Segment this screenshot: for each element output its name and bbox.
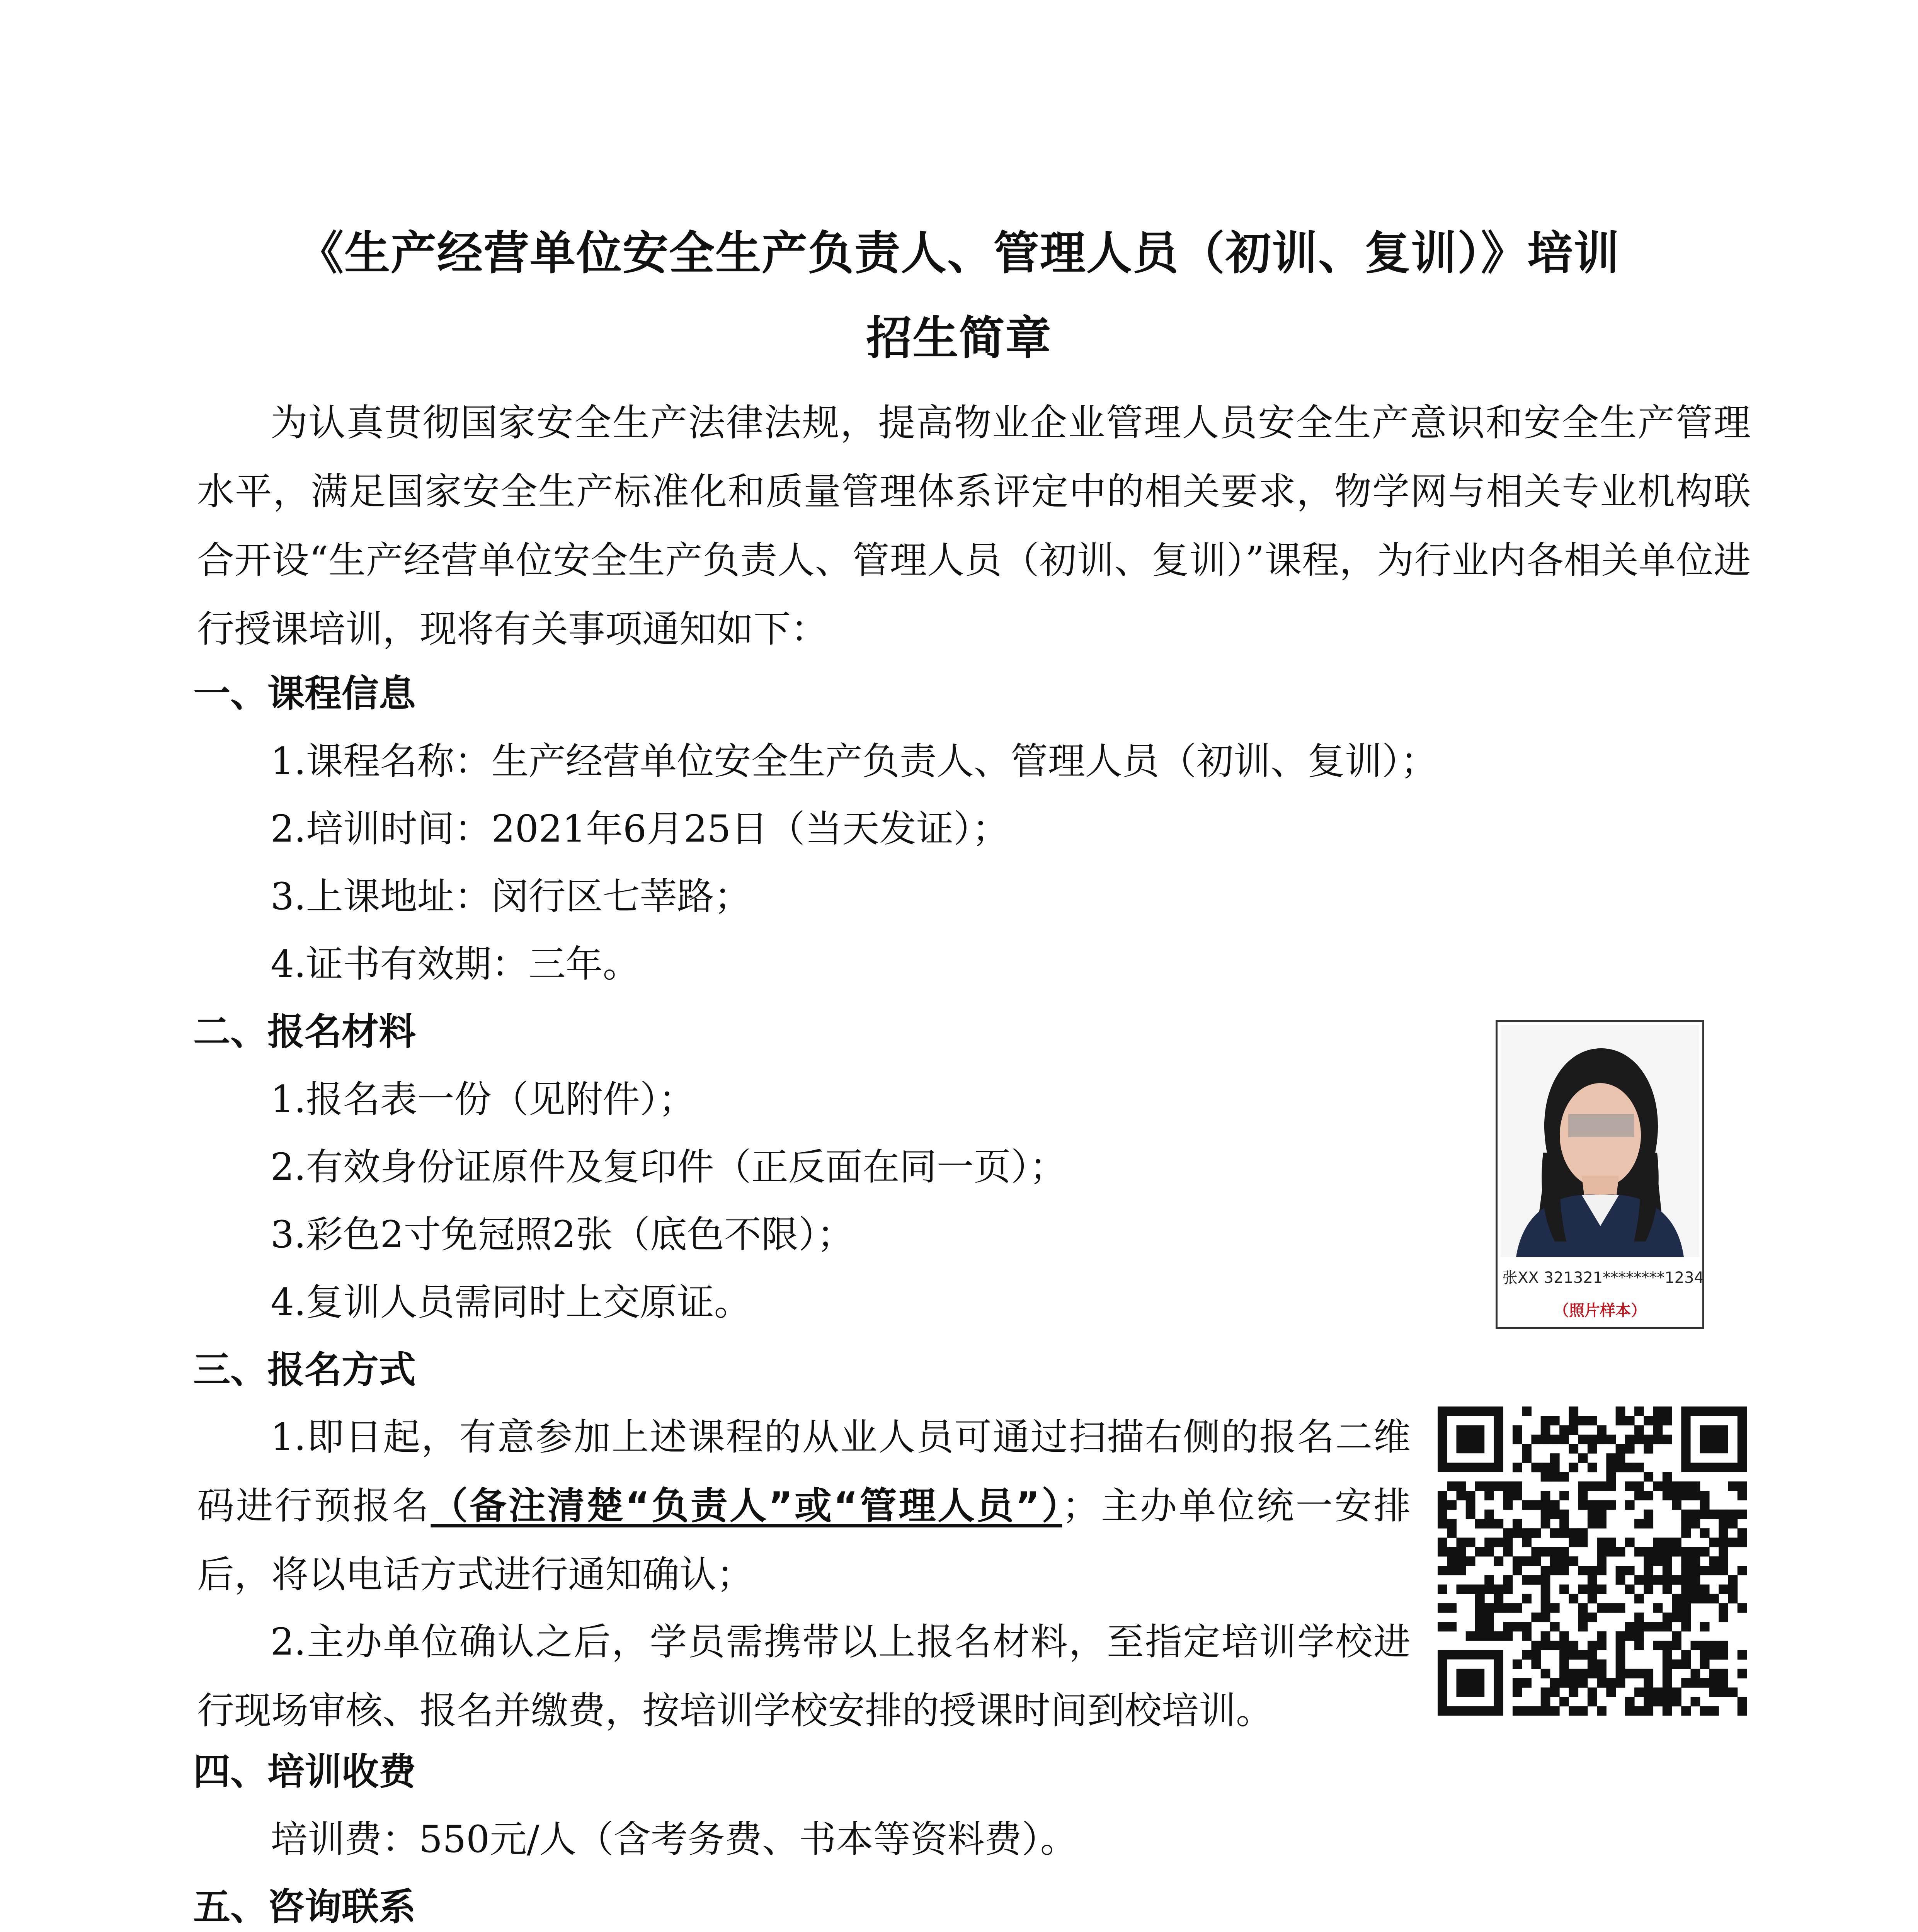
section-heading-fee: 四、培训收费 (193, 1750, 416, 1793)
method-paragraph-2: 2.主办单位确认之后，学员需携带以上报名材料，至指定培训学校进行现场审核、报名并缴费，按培训学校安排的授课时间到校培训。 (197, 1620, 1411, 1732)
section-heading-course: 一、课程信息 (193, 672, 416, 715)
method-note-underlined: （备注清楚“负责人”或“管理人员”） (431, 1484, 1062, 1527)
document-subtitle: 招生简章 (866, 311, 1052, 365)
photo-caption-id: 张XX 321321********1234 (1502, 1269, 1704, 1287)
registration-qr-code[interactable] (1438, 1406, 1747, 1716)
course-item: 4.证书有效期：三年。 (271, 942, 640, 986)
method-text-1: 1.即日起，有意参加上述课程的从业人员可通过扫描右侧的报名二维码进行预报名 (197, 1415, 1411, 1527)
fee-text: 培训费：550元/人（含考务费、书本等资料费）。 (271, 1818, 1077, 1861)
course-item: 2.培训时间：2021年6月25日（当天发证）； (271, 807, 1009, 850)
intro-paragraph: 为认真贯彻国家安全生产法律法规，提高物业企业管理人员安全生产意识和安全生产管理水平，满足国家安全生产标准化和质量管理体系评定中的相关要求，物学网与相关专业机构联合开设“生产经营单位安全生产负责人、管理人员（初训、复训）”课程，为行业内各相关单位进行授课培训，现将有关事项通知如下： (197, 401, 1751, 651)
course-item: 1.课程名称：生产经营单位安全生产负责人、管理人员（初训、复训）； (271, 740, 1438, 783)
photo-caption-label: （照片样本） (1554, 1302, 1646, 1320)
section-heading-contact: 五、咨询联系 (193, 1885, 416, 1929)
document-title: 《生产经营单位安全生产负责人、管理人员（初训、复训）》培训 (298, 226, 1620, 280)
section-heading-method: 三、报名方式 (193, 1348, 416, 1391)
section-heading-materials: 二、报名材料 (193, 1010, 416, 1053)
materials-item: 4.复训人员需同时上交原证。 (271, 1281, 751, 1324)
materials-item: 3.彩色2寸免冠照2张（底色不限）； (271, 1213, 854, 1256)
method-paragraph-1 (197, 1403, 1411, 1609)
photo-sample (1496, 1020, 1704, 1329)
portrait-image (1501, 1025, 1699, 1257)
method-text-1b: ；主办单位统一安排后，将以电话方式进行通知确认； (197, 1484, 1411, 1596)
course-item: 3.上课地址：闵行区七莘路； (271, 875, 751, 918)
materials-item: 1.报名表一份（见附件）； (271, 1078, 696, 1121)
materials-item: 2.有效身份证原件及复印件（正反面在同一页）； (271, 1145, 1067, 1189)
qr-code-image (1438, 1406, 1747, 1716)
